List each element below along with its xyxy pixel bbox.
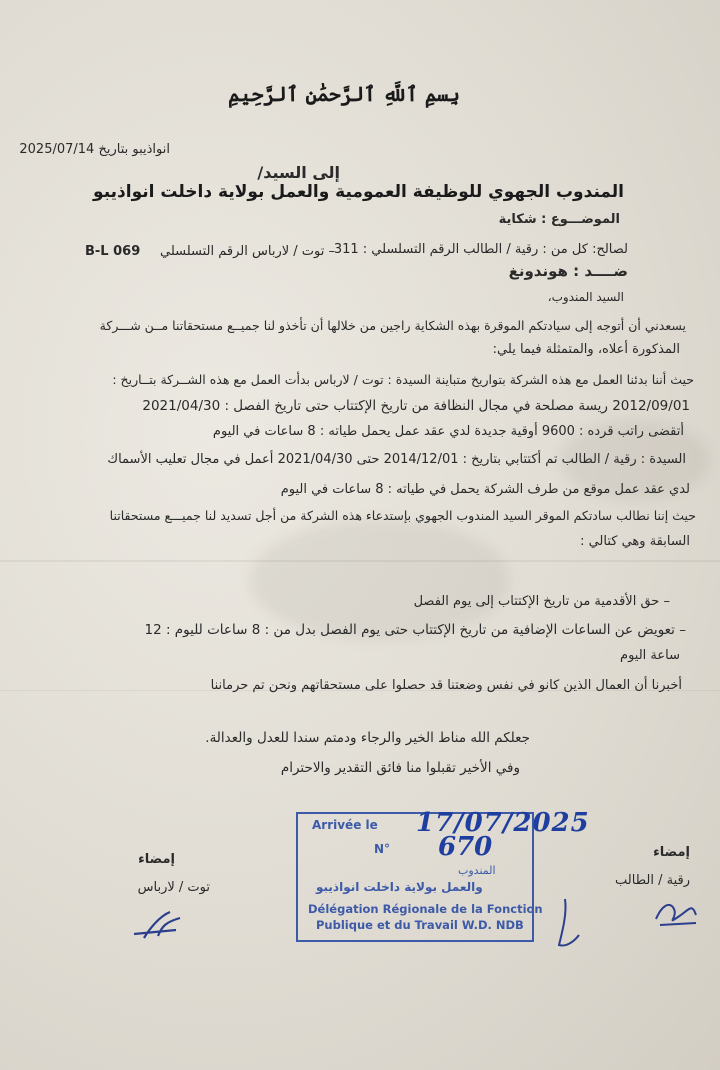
stamp-signature-scribble bbox=[545, 895, 585, 959]
stamp-line-ar-2: والعمل بولاية داخلت انواذيبو bbox=[316, 880, 483, 894]
body-line-6: السيدة : رقية / الطالب تم أكتتابي بتاريخ : 2014/12/01 حتى 2021/04/30 أعمل في مجال تعليب الأسماك bbox=[107, 452, 686, 467]
recipient-title: المندوب الجهوي للوظيفة العمومية والعمل بولاية داخلت انواذيبو bbox=[93, 182, 624, 202]
against-line: ضــــد : هوندونغ bbox=[508, 262, 628, 280]
recipient-greeting: إلى السيد/ bbox=[257, 163, 340, 182]
closing-line-3: وفي الأخير تقبلوا منا فائق التقدير والاحترام bbox=[280, 760, 520, 776]
for-parties-second: – توت / لارباس الرقم التسلسلي bbox=[160, 244, 335, 259]
serial-number: B-L 069 bbox=[85, 244, 141, 259]
body-line-3: حيث أننا بدئنا العمل مع هذه الشركة بتواريخ متباينة السيدة : توت / لارباس بدأت العمل مع هذه الشــركة بتــاريخ : bbox=[112, 372, 694, 387]
stamp-line-fr-1: Délégation Régionale de la Fonction bbox=[308, 902, 543, 916]
stamp-line-ar-1: المندوب bbox=[458, 864, 496, 877]
body-line-4: 2012/09/01 ريسة مصلحة في مجال النظافة من تاريخ الإكتتاب حتى تاريخ الفصل : 2021/04/30 bbox=[142, 398, 690, 414]
closing-line-1: أخبرنا أن العمال الذين كانو في نفس وضعتنا قد حصلوا على مستحقاتهم ونحن تم حرماننا bbox=[210, 678, 682, 693]
body-line-8: حيث إننا نطالب سادتكم الموقر السيد المندوب الجهوي بإستدعاء هذه الشركة من أجل تسديد لنا جميـــع مستحقاتنا bbox=[109, 508, 696, 523]
body-line-2: المذكورة أعلاه، والمتمثلة فيما يلي: bbox=[492, 342, 680, 357]
signature-left-label: إمضاء bbox=[138, 852, 175, 867]
stamp-line-fr-2: Publique et du Travail W.D. NDB bbox=[316, 918, 524, 932]
closing-line-2: جعلكم الله مناط الخير والرجاء ودمتم سندا للعدل والعدالة. bbox=[205, 730, 530, 746]
stamp-arrival-date: 17/07/2025 bbox=[416, 808, 590, 838]
signature-left-name: توت / لارباس bbox=[137, 880, 210, 895]
subject-line: الموضـــوع : شكاية bbox=[498, 212, 620, 227]
list-item-2: – تعويض عن الساعات الإضافية من تاريخ الإكتتاب حتى يوم الفصل بدل من : 8 ساعات لليوم : 12 bbox=[144, 622, 686, 638]
signature-right-scribble bbox=[652, 895, 702, 935]
list-item-2-text: تعويض عن الساعات الإضافية من تاريخ الإكتتاب حتى يوم الفصل بدل من : 8 ساعات لليوم : 12 bbox=[144, 622, 675, 638]
signature-left-scribble bbox=[130, 908, 186, 946]
arrival-stamp bbox=[296, 808, 590, 942]
signature-right-label: إمضاء bbox=[653, 845, 690, 860]
stamp-number-label: N° bbox=[374, 842, 391, 856]
body-line-1: يسعدني أن أتوجه إلى سيادتكم الموقرة بهذه الشكاية راجين من خلالها أن تأخذو لنا جميــع مستحقاتنا مــن شـــركة bbox=[99, 318, 686, 333]
body-line-7: لدي عقد عمل موقع من طرف الشركة يحمل في طياته : 8 ساعات في اليوم bbox=[280, 482, 690, 497]
body-line-9: السابقة وهي كتالي : bbox=[580, 534, 690, 549]
body-line-5: أتقضى راتب قرده : 9600 أوقية جديدة لدي عقد عمل يحمل طياته : 8 ساعات في اليوم bbox=[212, 424, 684, 439]
list-item-2-continued: ساعة اليوم bbox=[620, 648, 680, 663]
stamp-number-value: 670 bbox=[438, 832, 493, 862]
for-parties-line: لصالح: كل من : رقية / الطالب الرقم التسلسلي : 311 bbox=[333, 242, 628, 257]
signature-right-name: رقية / الطالب bbox=[615, 873, 690, 888]
date-line: انواذيبو بتاريخ 2025/07/14 bbox=[19, 142, 170, 157]
salutation: السيد المندوب، bbox=[547, 290, 624, 304]
list-item-1-text: حق الأقدمية من تاريخ الإكتتاب إلى يوم الفصل bbox=[413, 594, 660, 609]
basmala: بِسمِ ٱللَّهِ ٱلرَّحمَٰنِ ٱلرَّحِيمِ bbox=[228, 82, 460, 106]
stamp-arrival-label: Arrivée le bbox=[312, 818, 378, 832]
list-item-1: – حق الأقدمية من تاريخ الإكتتاب إلى يوم الفصل bbox=[413, 594, 670, 609]
